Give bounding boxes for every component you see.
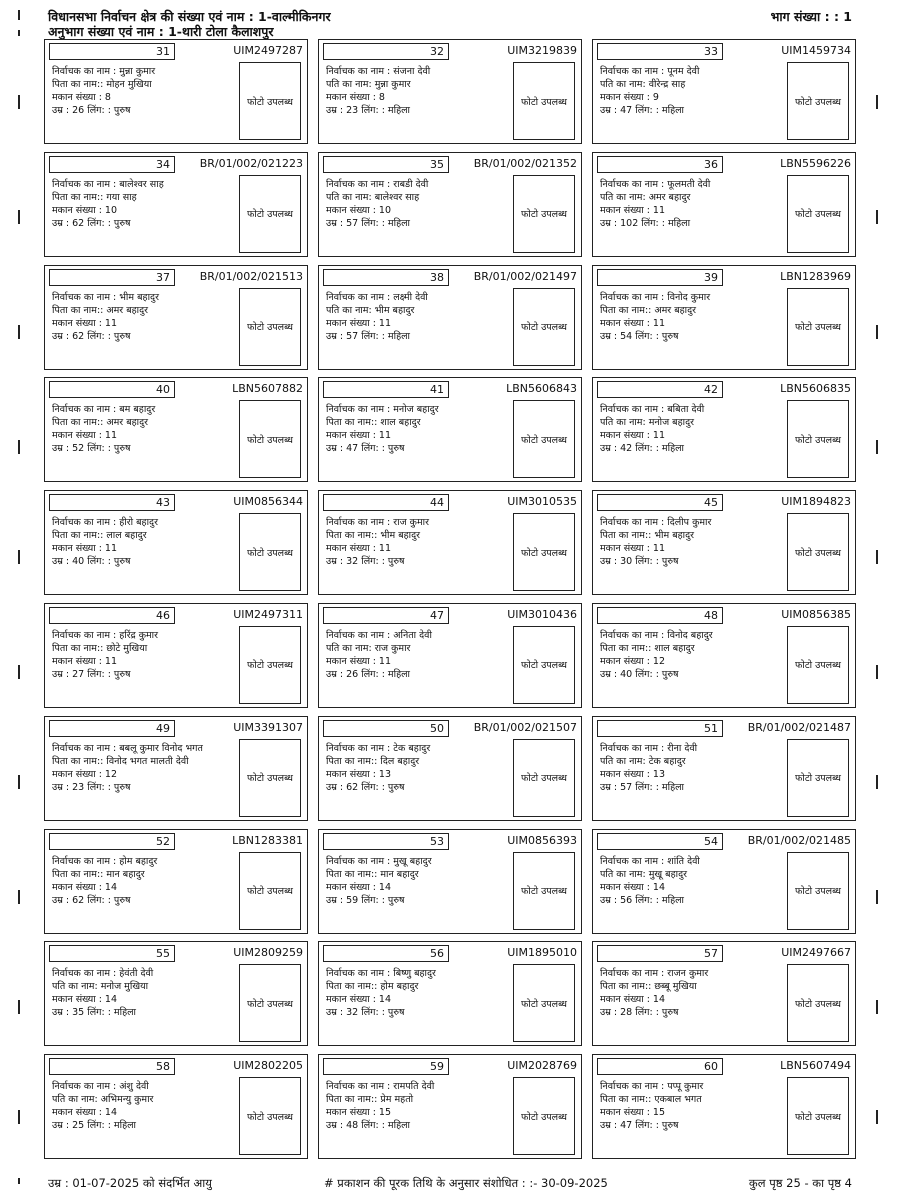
epic-number: UIM2802205 <box>233 1059 303 1073</box>
voter-name: निर्वाचक का नाम : संजना देवी <box>326 66 431 77</box>
serial-number: 57 <box>597 945 723 962</box>
house-number: मकान संख्या : 14 <box>326 994 392 1006</box>
house-number: मकान संख्या : 14 <box>600 881 666 893</box>
serial-number: 32 <box>323 43 449 60</box>
relative-name: पति का नाम: वीरेन्द्र साह <box>600 79 686 90</box>
voter-card <box>318 603 582 708</box>
voter-name: निर्वाचक का नाम : शांति देवी <box>600 855 700 867</box>
age-gender: उम्र : 35 लिंग: : महिला <box>52 1007 137 1019</box>
voter-details <box>600 742 786 794</box>
relative-name: पिता का नाम:: अमर बहादुर <box>600 304 697 316</box>
voter-details <box>326 516 512 568</box>
serial-number: 46 <box>49 607 175 624</box>
voter-name: निर्वाचक का नाम : अनिता देवी <box>326 629 432 641</box>
voter-name: निर्वाचक का नाम : विनोद कुमार <box>600 291 711 303</box>
photo-placeholder: फोटो उपलब्ध <box>239 513 301 591</box>
voter-details <box>326 403 512 455</box>
age-gender: उम्र : 30 लिंग: : पुरुष <box>600 556 679 568</box>
voter-grid <box>44 39 856 1164</box>
voter-name: निर्वाचक का नाम : अंशु देवी <box>52 1081 149 1093</box>
voter-name: निर्वाचक का नाम : बबलू कुमार विनोद भगत <box>52 742 203 754</box>
epic-number: UIM3219839 <box>507 44 577 57</box>
photo-placeholder: फोटो उपलब्ध <box>513 964 575 1042</box>
age-gender: उम्र : 32 लिंग: : पुरुष <box>326 556 405 568</box>
age-gender: उम्र : 62 लिंग: : पुरुष <box>52 217 131 229</box>
serial-number: 59 <box>323 1058 449 1075</box>
house-number: मकान संख्या : 11 <box>52 317 118 329</box>
epic-number: LBN5606835 <box>780 382 851 396</box>
voter-card <box>592 829 856 934</box>
relative-name: पति का नाम: भीम बहादुर <box>326 304 415 316</box>
photo-placeholder: फोटो उपलब्ध <box>239 1077 301 1155</box>
voter-card <box>592 603 856 708</box>
photo-placeholder: फोटो उपलब्ध <box>787 1077 849 1155</box>
revision-note: # प्रकाशन की पूरक तिथि के अनुसार संशोधित : :- 30-09-2025 <box>324 1176 608 1190</box>
epic-number: LBN1283381 <box>232 833 303 847</box>
voter-details <box>52 855 238 907</box>
voter-details <box>600 629 786 681</box>
relative-name: पिता का नाम:: विनोद भगत मालती देवी <box>52 755 189 767</box>
relative-name: पति का नाम: मनोज मुखिया <box>52 981 149 993</box>
photo-placeholder: फोटो उपलब्ध <box>239 964 301 1042</box>
serial-number: 41 <box>323 381 449 398</box>
epic-number: BR/01/002/021485 <box>747 833 851 847</box>
voter-card <box>44 941 308 1046</box>
relative-name: पिता का नाम:: गया साह <box>52 191 137 203</box>
serial-number: 39 <box>597 269 723 286</box>
voter-details <box>600 403 786 455</box>
photo-placeholder: फोटो उपलब्ध <box>787 964 849 1042</box>
age-gender: उम्र : 42 लिंग: : महिला <box>600 443 685 455</box>
age-gender: उम्र : 32 लिंग: : पुरुष <box>326 1007 405 1019</box>
serial-number: 42 <box>597 381 723 398</box>
photo-placeholder: फोटो उपलब्ध <box>513 175 575 253</box>
serial-number: 54 <box>597 833 723 850</box>
voter-name: निर्वाचक का नाम : भीम बहादुर <box>52 291 159 303</box>
age-gender: उम्र : 62 लिंग: : पुरुष <box>326 781 405 793</box>
voter-name: निर्वाचक का नाम : मुखू बहादुर <box>326 855 432 867</box>
relative-name: पति का नाम: मुखू बहादुर <box>600 868 688 880</box>
voter-card <box>44 39 308 144</box>
age-reference-note: उम्र : 01-07-2025 को संदर्भित आयु <box>48 1176 212 1190</box>
voter-card <box>318 152 582 257</box>
epic-number: LBN5607882 <box>232 382 303 396</box>
relative-name: पिता का नाम:: भीम बहादुर <box>600 530 695 542</box>
photo-placeholder: फोटो उपलब्ध <box>787 852 849 930</box>
photo-placeholder: फोटो उपलब्ध <box>239 626 301 704</box>
serial-number: 48 <box>597 607 723 624</box>
photo-placeholder: फोटो उपलब्ध <box>239 739 301 817</box>
epic-number: LBN5596226 <box>780 156 851 170</box>
page-info: कुल पृष्ठ 25 - का पृष्ठ 4 <box>748 1176 852 1190</box>
epic-number: BR/01/002/021223 <box>199 156 303 170</box>
house-number: मकान संख्या : 14 <box>52 994 118 1006</box>
voter-details <box>600 1080 786 1132</box>
serial-number: 34 <box>49 156 175 173</box>
voter-card <box>318 716 582 821</box>
voter-card <box>44 377 308 482</box>
voter-name: निर्वाचक का नाम : बम बहादुर <box>52 404 156 416</box>
voter-details <box>326 1080 512 1132</box>
epic-number: UIM1894823 <box>781 495 851 509</box>
relative-name: पिता का नाम:: मोहन मुखिया <box>52 79 152 90</box>
relative-name: पिता का नाम:: भीम बहादुर <box>326 530 421 542</box>
relative-name: पिता का नाम:: छोटे मुखिया <box>52 642 148 654</box>
house-number: मकान संख्या : 8 <box>52 92 111 103</box>
photo-placeholder: फोटो उपलब्ध <box>513 513 575 591</box>
house-number: मकान संख्या : 13 <box>600 768 666 780</box>
voter-details <box>326 855 512 907</box>
right-margin-marks <box>876 0 879 1200</box>
voter-name: निर्वाचक का नाम : विनोद बहादुर <box>600 629 713 641</box>
photo-placeholder: फोटो उपलब्ध <box>513 739 575 817</box>
age-gender: उम्र : 40 लिंग: : पुरुष <box>52 556 131 568</box>
serial-number: 50 <box>323 720 449 737</box>
voter-card <box>44 603 308 708</box>
age-gender: उम्र : 27 लिंग: : पुरुष <box>52 668 131 680</box>
voter-name: निर्वाचक का नाम : बिष्णु बहादुर <box>326 968 436 980</box>
house-number: मकान संख्या : 12 <box>52 768 118 780</box>
epic-number: BR/01/002/021497 <box>473 269 577 283</box>
house-number: मकान संख्या : 10 <box>326 204 392 216</box>
house-number: मकान संख्या : 15 <box>600 1107 666 1119</box>
house-number: मकान संख्या : 11 <box>326 543 392 555</box>
voter-details <box>600 291 786 343</box>
house-number: मकान संख्या : 11 <box>326 317 392 329</box>
voter-details <box>326 291 512 343</box>
voter-card <box>592 490 856 595</box>
epic-number: BR/01/002/021352 <box>473 156 577 170</box>
voter-details <box>600 65 786 117</box>
house-number: मकान संख्या : 11 <box>600 204 666 216</box>
house-number: मकान संख्या : 14 <box>326 881 392 893</box>
serial-number: 58 <box>49 1058 175 1075</box>
house-number: मकान संख्या : 12 <box>600 655 666 667</box>
relative-name: पिता का नाम:: होम बहादुर <box>326 981 419 993</box>
voter-card <box>592 377 856 482</box>
age-gender: उम्र : 57 लिंग: : महिला <box>600 781 685 793</box>
voter-card <box>44 716 308 821</box>
serial-number: 44 <box>323 494 449 511</box>
house-number: मकान संख्या : 9 <box>600 92 659 103</box>
left-margin-marks <box>18 0 21 1200</box>
age-gender: उम्र : 47 लिंग: : महिला <box>600 105 685 116</box>
voter-details <box>326 967 512 1019</box>
voter-card <box>592 716 856 821</box>
voter-name: निर्वाचक का नाम : मनोज बहादुर <box>326 404 439 416</box>
voter-card <box>592 941 856 1046</box>
voter-card <box>592 1054 856 1159</box>
voter-details <box>600 967 786 1019</box>
epic-number: UIM1895010 <box>507 946 577 960</box>
serial-number: 47 <box>323 607 449 624</box>
voter-name: निर्वाचक का नाम : हरिंद्र कुमार <box>52 629 159 641</box>
house-number: मकान संख्या : 8 <box>326 92 385 103</box>
voter-details <box>52 629 238 681</box>
epic-number: UIM3391307 <box>233 720 303 734</box>
voter-name: निर्वाचक का नाम : फूलमती देवी <box>600 178 711 190</box>
voter-card <box>318 1054 582 1159</box>
page-footer <box>48 1176 852 1194</box>
epic-number: UIM2809259 <box>233 946 303 960</box>
serial-number: 40 <box>49 381 175 398</box>
voter-details <box>52 1080 238 1132</box>
house-number: मकान संख्या : 15 <box>326 1107 392 1119</box>
voter-name: निर्वाचक का नाम : राबडी देवी <box>326 178 429 190</box>
voter-details <box>600 855 786 907</box>
serial-number: 60 <box>597 1058 723 1075</box>
voter-name: निर्वाचक का नाम : रीना देवी <box>600 742 698 754</box>
serial-number: 52 <box>49 833 175 850</box>
relative-name: पिता का नाम:: दिल बहादुर <box>326 755 420 767</box>
voter-card <box>318 490 582 595</box>
age-gender: उम्र : 28 लिंग: : पुरुष <box>600 1007 679 1019</box>
house-number: मकान संख्या : 13 <box>326 768 392 780</box>
voter-details <box>52 516 238 568</box>
epic-number: BR/01/002/021507 <box>473 720 577 734</box>
photo-placeholder: फोटो उपलब्ध <box>787 288 849 366</box>
voter-card <box>318 941 582 1046</box>
photo-placeholder: फोटो उपलब्ध <box>239 852 301 930</box>
voter-name: निर्वाचक का नाम : दिलीप कुमार <box>600 517 712 529</box>
house-number: मकान संख्या : 11 <box>52 543 118 555</box>
relative-name: पिता का नाम:: अमर बहादुर <box>52 417 149 429</box>
epic-number: UIM0856393 <box>507 833 577 847</box>
serial-number: 56 <box>323 945 449 962</box>
house-number: मकान संख्या : 11 <box>326 430 392 442</box>
epic-number: UIM2497311 <box>233 607 303 621</box>
voter-name: निर्वाचक का नाम : पूनम देवी <box>600 66 700 77</box>
epic-number: LBN1283969 <box>780 269 851 283</box>
photo-placeholder: फोटो उपलब्ध <box>787 739 849 817</box>
voter-details <box>326 178 512 230</box>
relative-name: पति का नाम: टेक बहादुर <box>600 755 686 767</box>
photo-placeholder: फोटो उपलब्ध <box>239 400 301 478</box>
photo-placeholder: फोटो उपलब्ध <box>787 400 849 478</box>
epic-number: UIM3010436 <box>507 607 577 621</box>
serial-number: 36 <box>597 156 723 173</box>
age-gender: उम्र : 25 लिंग: : महिला <box>52 1120 137 1132</box>
photo-placeholder: फोटो उपलब्ध <box>513 1077 575 1155</box>
relative-name: पति का नाम: मनोज बहादुर <box>600 417 695 429</box>
age-gender: उम्र : 57 लिंग: : महिला <box>326 217 411 229</box>
serial-number: 31 <box>49 43 175 60</box>
relative-name: पति का नाम: बालेश्वर साह <box>326 191 420 203</box>
voter-card <box>44 265 308 370</box>
epic-number: LBN5606843 <box>506 382 577 396</box>
voter-card <box>44 490 308 595</box>
age-gender: उम्र : 26 लिंग: : पुरुष <box>52 105 131 116</box>
relative-name: पति का नाम: अमर बहादुर <box>600 191 691 203</box>
serial-number: 49 <box>49 720 175 737</box>
serial-number: 45 <box>597 494 723 511</box>
epic-number: UIM2497667 <box>781 946 851 960</box>
photo-placeholder: फोटो उपलब्ध <box>239 175 301 253</box>
photo-placeholder: फोटो उपलब्ध <box>513 400 575 478</box>
voter-details <box>52 178 238 230</box>
age-gender: उम्र : 59 लिंग: : पुरुष <box>326 894 405 906</box>
house-number: मकान संख्या : 11 <box>600 317 666 329</box>
relative-name: पिता का नाम:: शाल बहादुर <box>600 642 695 654</box>
voter-name: निर्वाचक का नाम : राजन कुमार <box>600 968 709 980</box>
voter-card <box>592 152 856 257</box>
age-gender: उम्र : 62 लिंग: : पुरुष <box>52 894 131 906</box>
epic-number: BR/01/002/021487 <box>747 720 851 734</box>
house-number: मकान संख्या : 14 <box>52 881 118 893</box>
age-gender: उम्र : 23 लिंग: : महिला <box>326 105 411 116</box>
voter-name: निर्वाचक का नाम : रामपति देवी <box>326 1081 435 1093</box>
relative-name: पति का नाम: राज कुमार <box>326 642 411 654</box>
serial-number: 51 <box>597 720 723 737</box>
age-gender: उम्र : 40 लिंग: : पुरुष <box>600 668 679 680</box>
voter-name: निर्वाचक का नाम : होम बहादुर <box>52 855 158 867</box>
voter-card <box>318 265 582 370</box>
relative-name: पति का नाम: अभिमन्यु कुमार <box>52 1094 154 1106</box>
voter-details <box>52 291 238 343</box>
serial-number: 37 <box>49 269 175 286</box>
serial-number: 43 <box>49 494 175 511</box>
voter-details <box>52 967 238 1019</box>
epic-number: BR/01/002/021513 <box>199 269 303 283</box>
house-number: मकान संख्या : 11 <box>326 655 392 667</box>
page-header <box>48 8 852 38</box>
voter-details <box>326 65 512 117</box>
relative-name: पिता का नाम:: छब्बू मुखिया <box>600 981 697 993</box>
photo-placeholder: फोटो उपलब्ध <box>513 288 575 366</box>
voter-name: निर्वाचक का नाम : हीरो बहादुर <box>52 517 158 529</box>
age-gender: उम्र : 102 लिंग: : महिला <box>600 217 691 229</box>
relative-name: पिता का नाम:: अमर बहादुर <box>52 304 149 316</box>
voter-name: निर्वाचक का नाम : बालेश्वर साह <box>52 178 164 190</box>
epic-number: UIM0856344 <box>233 495 303 509</box>
age-gender: उम्र : 56 लिंग: : महिला <box>600 894 685 906</box>
voter-name: निर्वाचक का नाम : पप्पू कुमार <box>600 1081 704 1093</box>
part-number: भाग संख्या : : 1 <box>770 9 852 24</box>
photo-placeholder: फोटो उपलब्ध <box>513 852 575 930</box>
relative-name: पिता का नाम:: लाल बहादुर <box>52 530 147 542</box>
house-number: मकान संख्या : 11 <box>600 543 666 555</box>
epic-number: LBN5607494 <box>780 1059 851 1073</box>
serial-number: 33 <box>597 43 723 60</box>
voter-name: निर्वाचक का नाम : लक्ष्मी देवी <box>326 291 428 303</box>
photo-placeholder: फोटो उपलब्ध <box>239 288 301 366</box>
epic-number: UIM2497287 <box>233 44 303 57</box>
voter-card <box>44 152 308 257</box>
voter-card <box>592 265 856 370</box>
epic-number: UIM3010535 <box>507 495 577 509</box>
house-number: मकान संख्या : 14 <box>600 994 666 1006</box>
serial-number: 35 <box>323 156 449 173</box>
voter-name: निर्वाचक का नाम : राज कुमार <box>326 517 429 529</box>
age-gender: उम्र : 23 लिंग: : पुरुष <box>52 781 131 793</box>
voter-details <box>600 516 786 568</box>
age-gender: उम्र : 47 लिंग: : पुरुष <box>600 1120 679 1132</box>
age-gender: उम्र : 57 लिंग: : महिला <box>326 330 411 342</box>
photo-placeholder: फोटो उपलब्ध <box>787 62 849 140</box>
voter-card <box>44 829 308 934</box>
voter-name: निर्वाचक का नाम : हेवंती देवी <box>52 968 154 980</box>
photo-placeholder: फोटो उपलब्ध <box>787 513 849 591</box>
relative-name: पिता का नाम:: मान बहादुर <box>326 868 419 880</box>
age-gender: उम्र : 47 लिंग: : पुरुष <box>326 443 405 455</box>
relative-name: पति का नाम: मुन्ना कुमार <box>326 79 411 90</box>
voter-details <box>326 629 512 681</box>
age-gender: उम्र : 26 लिंग: : महिला <box>326 668 411 680</box>
voter-name: निर्वाचक का नाम : टेक बहादुर <box>326 742 431 754</box>
voter-card <box>592 39 856 144</box>
voter-card <box>318 829 582 934</box>
epic-number: UIM0856385 <box>781 607 851 621</box>
house-number: मकान संख्या : 11 <box>52 430 118 442</box>
photo-placeholder: फोटो उपलब्ध <box>239 62 301 140</box>
photo-placeholder: फोटो उपलब्ध <box>787 626 849 704</box>
voter-details <box>52 65 238 117</box>
relative-name: पिता का नाम:: मान बहादुर <box>52 868 145 880</box>
voter-card <box>318 39 582 144</box>
epic-number: UIM1459734 <box>781 44 851 57</box>
relative-name: पिता का नाम:: एकबाल भगत <box>600 1094 702 1106</box>
house-number: मकान संख्या : 11 <box>52 655 118 667</box>
age-gender: उम्र : 54 लिंग: : पुरुष <box>600 330 679 342</box>
voter-details <box>52 742 238 794</box>
photo-placeholder: फोटो उपलब्ध <box>787 175 849 253</box>
age-gender: उम्र : 62 लिंग: : पुरुष <box>52 330 131 342</box>
epic-number: UIM2028769 <box>507 1059 577 1073</box>
voter-details <box>52 403 238 455</box>
voter-card <box>318 377 582 482</box>
relative-name: पिता का नाम:: प्रेम महतो <box>326 1094 414 1106</box>
age-gender: उम्र : 48 लिंग: : महिला <box>326 1120 411 1132</box>
relative-name: पिता का नाम:: शाल बहादुर <box>326 417 421 429</box>
serial-number: 55 <box>49 945 175 962</box>
section-title: अनुभाग संख्या एवं नाम : 1-थारी टोला कैलाशपुर <box>48 24 274 39</box>
house-number: मकान संख्या : 11 <box>600 430 666 442</box>
house-number: मकान संख्या : 14 <box>52 1107 118 1119</box>
voter-name: निर्वाचक का नाम : मुन्ना कुमार <box>52 66 156 77</box>
house-number: मकान संख्या : 10 <box>52 204 118 216</box>
serial-number: 38 <box>323 269 449 286</box>
age-gender: उम्र : 52 लिंग: : पुरुष <box>52 443 131 455</box>
voter-card <box>44 1054 308 1159</box>
constituency-title: विधानसभा निर्वाचन क्षेत्र की संख्या एवं नाम : 1-वाल्मीकिनगर <box>48 9 331 24</box>
voter-name: निर्वाचक का नाम : बबिता देवी <box>600 404 705 416</box>
photo-placeholder: फोटो उपलब्ध <box>513 626 575 704</box>
photo-placeholder: फोटो उपलब्ध <box>513 62 575 140</box>
serial-number: 53 <box>323 833 449 850</box>
voter-details <box>600 178 786 230</box>
voter-details <box>326 742 512 794</box>
